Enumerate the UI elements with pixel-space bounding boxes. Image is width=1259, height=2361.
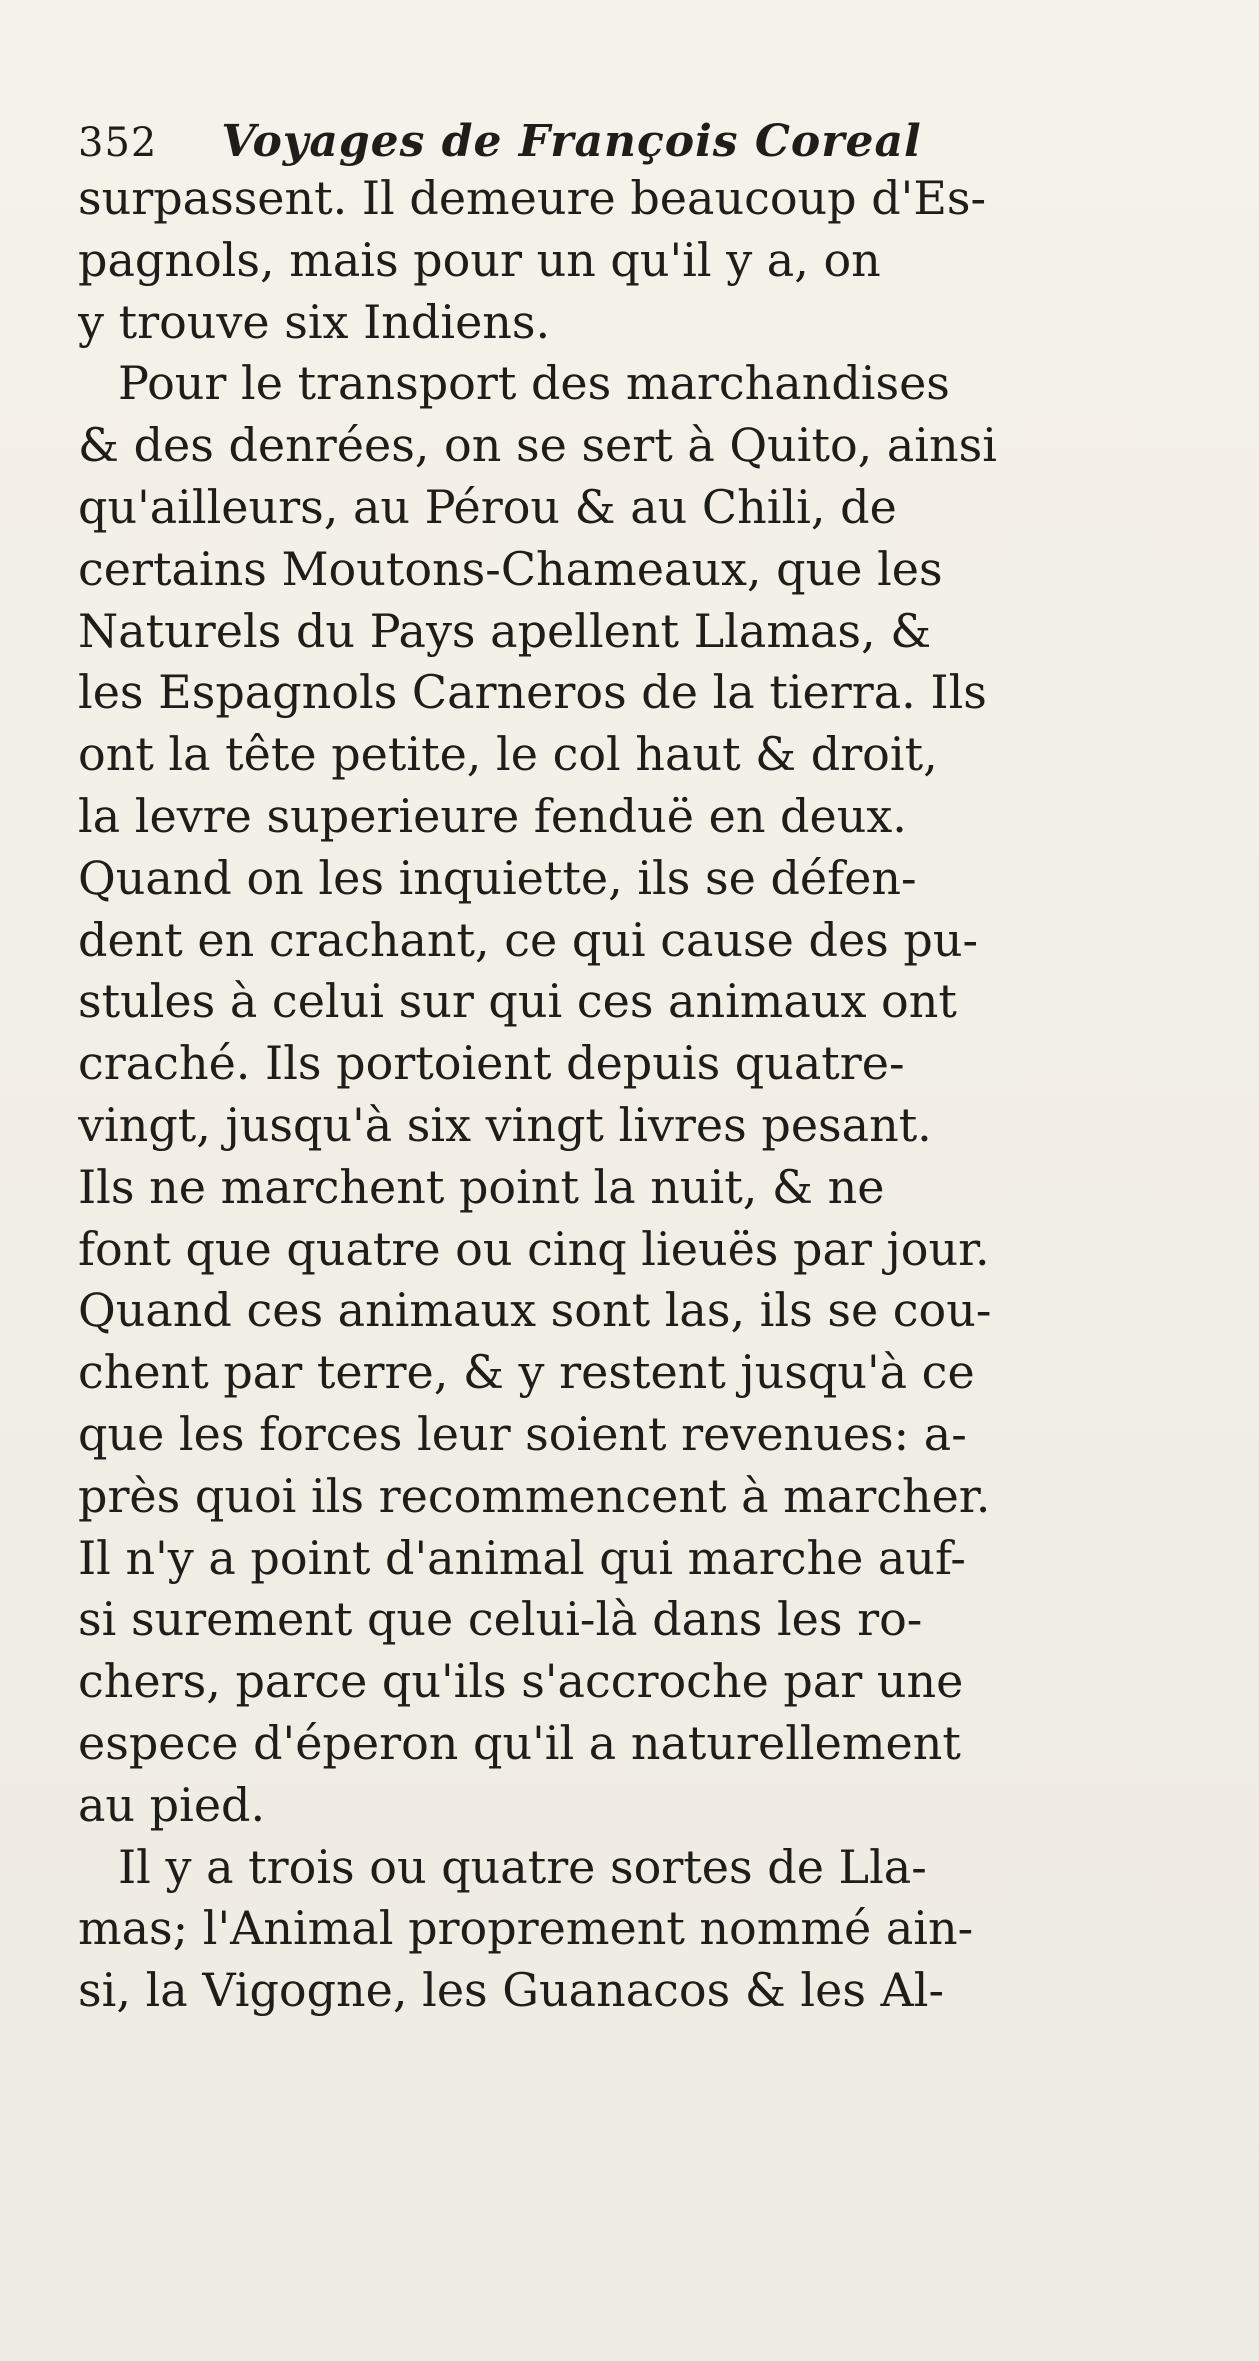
running-title: Voyages de François Coreal [221, 116, 922, 167]
text-line: la levre superieure fenduë en deux. [78, 788, 907, 843]
text-line: chent par terre, & y restent jusqu'à ce [78, 1345, 975, 1400]
text-line: certains Moutons-Chameaux, que les [78, 541, 943, 596]
text-line: que les forces leur soient revenues: a- [78, 1406, 967, 1461]
text-line: Naturels du Pays apellent Llamas, & [78, 603, 932, 658]
text-line: stules à celui sur qui ces animaux ont [78, 974, 957, 1029]
text-line: si surement que celui-là dans les ro- [78, 1592, 923, 1647]
text-line: y trouve six Indiens. [78, 294, 551, 349]
text-line: si, la Vigogne, les Guanacos & les Al- [78, 1963, 945, 2018]
text-line: qu'ailleurs, au Pérou & au Chili, de [78, 479, 897, 534]
body-text [78, 168, 1258, 2022]
text-line: font que quatre ou cinq lieuës par jour. [78, 1221, 990, 1276]
text-line: près quoi ils recommencent à marcher. [78, 1468, 991, 1523]
text-line: & des denrées, on se sert à Quito, ainsi [78, 418, 997, 473]
text-line: les Espagnols Carneros de la tierra. Ils [78, 665, 987, 720]
page-number: 352 [78, 120, 158, 166]
text-line: Quand on les inquiette, ils se défen- [78, 850, 917, 905]
text-line: craché. Ils portoient depuis quatre- [78, 1036, 905, 1091]
text-line: Il n'y a point d'animal qui marche auf- [78, 1530, 966, 1585]
text-line: dent en crachant, ce qui cause des pu- [78, 912, 979, 967]
text-line: ont la tête petite, le col haut & droit, [78, 727, 938, 782]
text-line: espece d'éperon qu'il a naturellement [78, 1715, 961, 1770]
text-line: au pied. [78, 1777, 266, 1832]
page-header [78, 112, 1138, 172]
text-line: mas; l'Animal proprement nommé ain- [78, 1901, 974, 1956]
text-line: Ils ne marchent point la nuit, & ne [78, 1159, 885, 1214]
text-line: pagnols, mais pour un qu'il y a, on [78, 232, 881, 287]
text-line: Il y a trois ou quatre sortes de Lla- [118, 1839, 927, 1894]
text-line: Pour le transport des marchandises [118, 356, 950, 411]
text-line: vingt, jusqu'à six vingt livres pesant. [78, 1097, 932, 1152]
text-line: Quand ces animaux sont las, ils se cou- [78, 1283, 992, 1338]
text-line: surpassent. Il demeure beaucoup d'Es- [78, 171, 987, 225]
text-line: chers, parce qu'ils s'accroche par une [78, 1654, 964, 1709]
